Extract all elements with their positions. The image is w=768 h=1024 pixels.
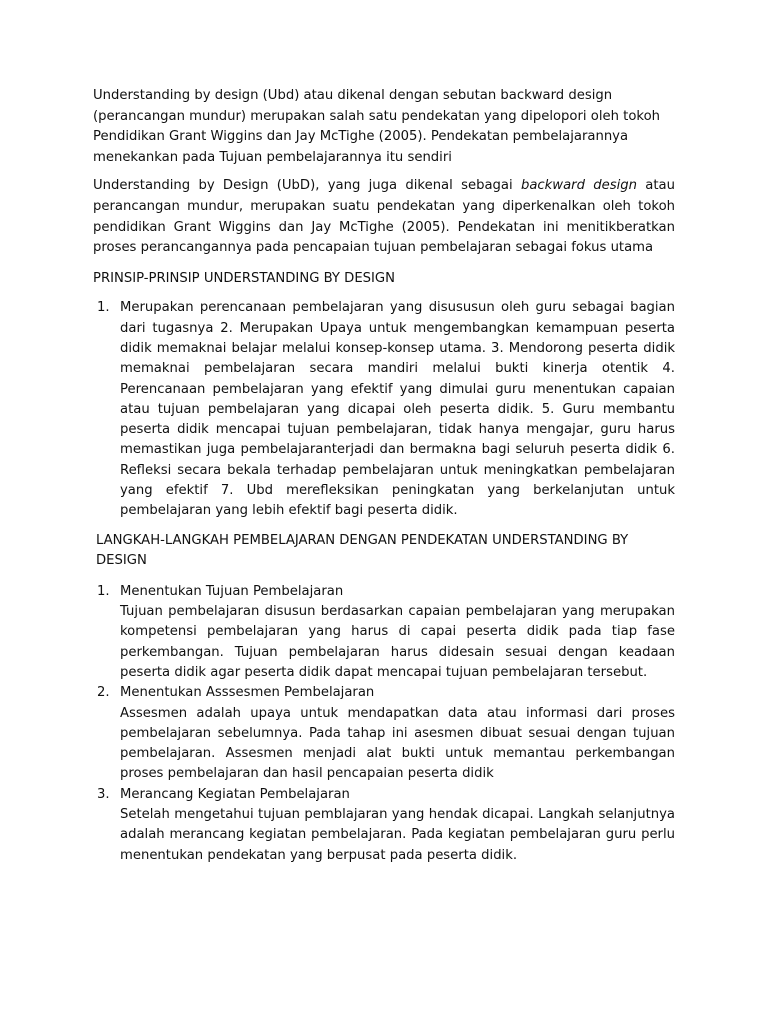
step-body: Tujuan pembelajaran disusun berdasarkan capaian pembelajaran yang merupakan kompetensi pembelajaran yang harus di capai peserta didik pada tiap fase perkembangan. Tujuan pembelajaran harus didesain sesuai dengan keadaan peserta didik agar peserta didik dapat mencapai tujuan pembelajaran tersebut.	[120, 604, 675, 680]
definition-text-end: atau perancangan mundur, merupakan suatu pendekatan yang diperkenalkan oleh tokoh pendidikan Grant Wiggins dan Jay McTighe (2005). Pendekatan ini menitikberatkan proses perancangannya pada pencapaian tujuan pembelajaran sebagai fokus utama	[93, 178, 675, 256]
list-number: 1.	[97, 583, 110, 599]
intro-paragraph: Understanding by design (Ubd) atau dikenal dengan sebutan backward design (perancangan mundur) merupakan salah satu pendekatan yang dipelopori oleh tokoh Pendidikan Grant Wiggins dan Jay McTighe (2005). Pendekatan pembelajarannya menekankan pada Tujuan pembelajarannya itu sendiri	[93, 88, 660, 165]
list-number: 3.	[97, 786, 110, 802]
steps-list	[93, 582, 675, 866]
definition-paragraph	[93, 176, 675, 258]
step-title: Menentukan Asssesmen Pembelajaran	[120, 685, 375, 701]
list-item	[93, 298, 675, 521]
list-item	[93, 582, 675, 683]
steps-heading: LANGKAH-LANGKAH PEMBELAJARAN DENGAN PENDEKATAN UNDERSTANDING BY DESIGN	[96, 532, 629, 569]
step-body: Setelah mengetahui tujuan pemblajaran yang hendak dicapai. Langkah selanjutnya adalah merancang kegiatan pembelajaran. Pada kegiatan pembelajaran guru perlu menentukan pendekatan yang berpusat pada peserta didik.	[120, 807, 675, 863]
principles-text: Merupakan perencanaan pembelajaran yang disususun oleh guru sebagai bagian dari tugasnya 2. Merupakan Upaya untuk mengembangkan kemampuan peserta didik memaknai belajar melalui konsep-konsep utama. 3. Mendorong peserta didik memaknai pembelajaran secara mandiri melalui bukti kinerja otentik 4. Perencanaan pembelajaran yang efektif yang dimulai guru menentukan capaian atau tujuan pembelajaran yang dicapai oleh peserta didik. 5. Guru membantu peserta didik mencapai tujuan pembelajaran, tidak hanya mengajar, guru harus memastikan juga pembelajaranterjadi dan bermakna bagi seluruh peserta didik 6. Refleksi secara bekala terhadap pembelajaran untuk meningkatkan pembelajaran yang efektif 7. Ubd merefleksikan peningkatan yang berkelanjutan untuk pembelajaran yang lebih efektif bagi peserta didik.	[120, 300, 675, 519]
list-number: 2.	[97, 685, 110, 701]
step-title: Menentukan Tujuan Pembelajaran	[120, 583, 344, 599]
list-item	[93, 785, 675, 866]
document-page	[93, 86, 675, 866]
step-body: Assesmen adalah upaya untuk mendapatkan data atau informasi dari proses pembelajaran sebelumnya. Pada tahap ini asesmen dibuat sesuai dengan tujuan pembelajaran. Assesmen menjadi alat bukti untuk memantau perkembangan proses pembelajaran dan hasil pencapaian peserta didik	[120, 705, 675, 782]
definition-italic-term: backward design	[520, 178, 637, 194]
step-title: Merancang Kegiatan Pembelajaran	[120, 786, 350, 802]
list-number: 1.	[97, 300, 110, 316]
list-item	[93, 683, 675, 784]
definition-text-start: Understanding by Design (UbD), yang juga dikenal sebagai	[93, 178, 521, 194]
principles-list	[93, 298, 675, 521]
principles-heading: PRINSIP-PRINSIP UNDERSTANDING BY DESIGN	[93, 270, 396, 286]
